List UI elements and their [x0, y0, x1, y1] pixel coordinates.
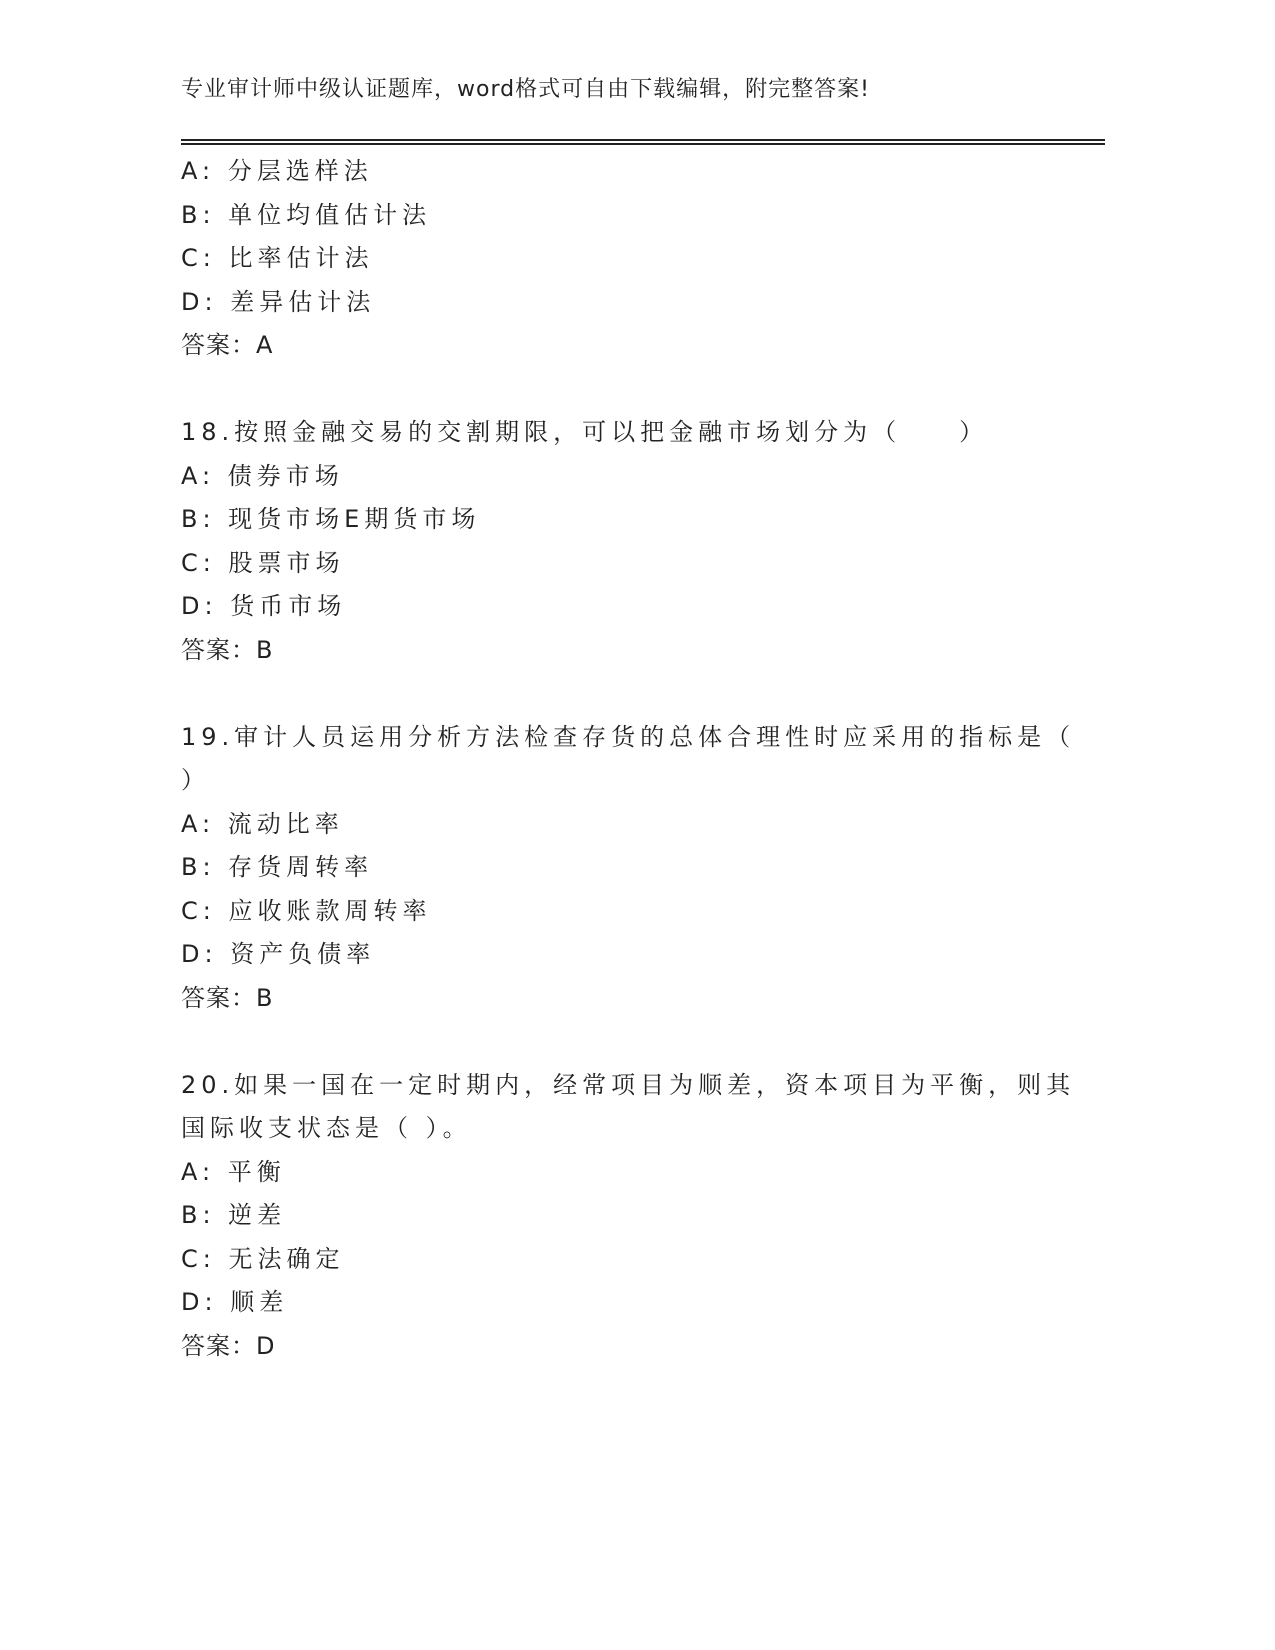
question-20: [181, 1064, 1076, 1369]
option-d: D: 资产负债率: [181, 940, 376, 968]
answer: 答案：D: [181, 1331, 276, 1360]
spacer: [181, 672, 1041, 716]
answer: 答案：B: [181, 983, 274, 1012]
header-rule-bottom: [181, 143, 1105, 145]
option-c: C: 股票市场: [181, 548, 345, 577]
spacer: [181, 1020, 1041, 1064]
option-b: B: 存货周转率: [181, 853, 374, 881]
answer: 答案：A: [181, 331, 274, 359]
option-b: B: 现货市场E期货市场: [181, 505, 481, 533]
page-header: 专业审计师中级认证题库，word格式可自由下载编辑，附完整答案!: [181, 77, 870, 102]
option-c: C: 应收账款周转率: [181, 896, 432, 925]
question-17-tail: [181, 150, 1041, 368]
question-list: [181, 150, 1076, 1368]
option-c: C: 无法确定: [181, 1244, 345, 1273]
option-b: B: 逆差: [181, 1201, 287, 1229]
question-stem-line-1: 20.如果一国在一定时期内，经常项目为顺差，资本项目为平衡，则其: [181, 1070, 1076, 1099]
option-b: B: 单位均值估计法: [181, 200, 432, 229]
question-18: [181, 411, 1041, 672]
option-a: A: 分层选样法: [181, 157, 373, 185]
question-stem-line-2: ）: [181, 766, 210, 794]
header-rule-top: [181, 139, 1105, 141]
option-d: D: 差异估计法: [181, 287, 376, 316]
option-a: A: 流动比率: [181, 809, 344, 838]
option-a: A: 债券市场: [181, 461, 344, 490]
option-a: A: 平衡: [181, 1157, 286, 1186]
question-stem: 18.按照金融交易的交割期限，可以把金融市场划分为（ ）: [181, 418, 989, 446]
question-stem-line-2: 国际收支状态是（ ）。: [181, 1114, 472, 1142]
option-c: C: 比率估计法: [181, 244, 374, 272]
question-19: [181, 716, 1076, 1021]
spacer: [181, 368, 1041, 412]
question-stem-line-1: 19.审计人员运用分析方法检查存货的总体合理性时应采用的指标是（: [181, 722, 1076, 751]
option-d: D: 货币市场: [181, 592, 347, 620]
option-d: D: 顺差: [181, 1288, 289, 1316]
answer: 答案：B: [181, 635, 274, 664]
